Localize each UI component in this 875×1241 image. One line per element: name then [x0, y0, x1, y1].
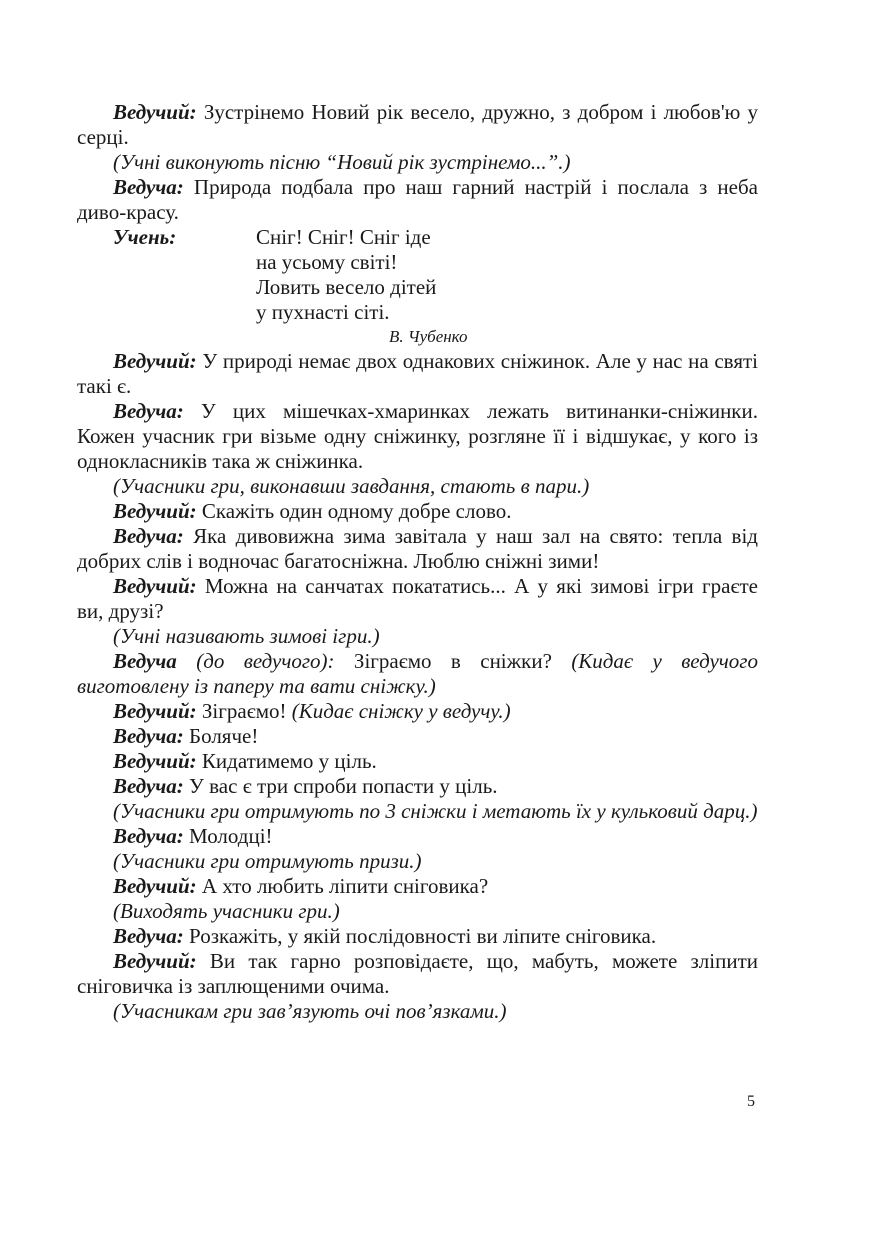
- speaker-label: Ведуча:: [113, 824, 184, 848]
- speaker-label: Ведучий:: [113, 699, 197, 723]
- dialogue-line: [77, 774, 758, 799]
- dialogue-line: [77, 349, 758, 399]
- speaker-label: Ведучий:: [113, 749, 197, 773]
- poem-author: В. Чубенко: [389, 327, 468, 346]
- dialogue-text: Зіграємо!: [196, 699, 292, 723]
- dialogue-text: Зіграємо в сніжки?: [334, 649, 572, 673]
- dialogue-line: [77, 874, 758, 899]
- dialogue-line: [77, 924, 758, 949]
- speaker-label: Ведучий:: [113, 100, 197, 124]
- dialogue-text: У вас є три спроби попасти у ціль.: [183, 774, 498, 798]
- stage-direction: (Учасникам гри зав’язують очі пов’язками.): [113, 999, 507, 1023]
- dialogue-text: Ви так гарно розповідаєте, що, мабуть, можете зліпити сніговичка із заплющеними очима.: [77, 949, 758, 998]
- inline-direction: (Кидає у ведучого виготовлену із паперу та вати сніжку.): [77, 649, 758, 698]
- dialogue-line: [77, 524, 758, 574]
- dialogue-line: [77, 724, 758, 749]
- stage-direction: (Учні називають зимові ігри.): [113, 624, 380, 648]
- dialogue-text: Природа подбала про наш гарний настрій і послала з неба диво-красу.: [77, 175, 758, 224]
- speaker-label: Ведучий:: [113, 499, 197, 523]
- poem-line: на усьому світі!: [256, 250, 398, 274]
- speaker-label: Ведуча:: [113, 924, 184, 948]
- speaker-label: Учень:: [113, 225, 177, 249]
- poem-lines: [256, 225, 436, 325]
- speaker-label: Ведуча:: [113, 774, 184, 798]
- speaker-label: Ведучий:: [113, 574, 197, 598]
- stage-direction: (Учасники гри, виконавши завдання, стають в пари.): [113, 474, 590, 498]
- dialogue-line: [77, 399, 758, 474]
- speaker-label: Ведуча:: [113, 724, 184, 748]
- dialogue-text: Можна на санчатах покататись... А у які зимові ігри граєте ви, друзі?: [77, 574, 758, 623]
- speaker-label: Ведуча:: [113, 175, 184, 199]
- speaker-label: Ведучий:: [113, 874, 197, 898]
- poem-line: Сніг! Сніг! Сніг іде: [256, 225, 431, 249]
- inline-direction: (Кидає сніжку у ведучу.): [291, 699, 511, 723]
- dialogue-text: Скажіть один одному добре слово.: [196, 499, 512, 523]
- dialogue-line: [77, 175, 758, 225]
- dialogue-text: Зустрінемо Новий рік весело, дружно, з добром і любов'ю у серці.: [77, 100, 758, 149]
- dialogue-line: [77, 824, 758, 849]
- stage-direction: (Учні виконують пісню “Новий рік зустрінемо...”.): [113, 150, 571, 174]
- dialogue-text: У цих мішечках-хмаринках лежать витинанки-сніжинки. Кожен учасник гри візьме одну сніжинку, розгляне її і відшукає, у кого із однокласників така ж сніжинка.: [77, 399, 758, 473]
- page-number: 5: [747, 1093, 755, 1110]
- dialogue-line: [77, 749, 758, 774]
- poem: [77, 225, 758, 325]
- dialogue-line: [77, 949, 758, 999]
- dialogue-line: [77, 574, 758, 624]
- dialogue-line: [77, 499, 758, 524]
- speaker-note: (до ведучого):: [176, 649, 335, 673]
- speaker-label: Ведуча:: [113, 399, 184, 423]
- stage-direction: (Виходять учасники гри.): [113, 899, 340, 923]
- dialogue-text: Молодці!: [183, 824, 273, 848]
- dialogue-line: [77, 649, 758, 699]
- dialogue-text: Яка дивовижна зима завітала у наш зал на свято: тепла від добрих слів і водночас багатосніжна. Люблю сніжні зими!: [77, 524, 758, 573]
- dialogue-text: А хто любить ліпити сніговика?: [196, 874, 489, 898]
- dialogue-line: [77, 699, 758, 724]
- poem-line: у пухнасті сіті.: [256, 300, 390, 324]
- speaker-label: Ведучий:: [113, 349, 197, 373]
- dialogue-text: Боляче!: [183, 724, 259, 748]
- stage-direction: (Учасники гри отримують призи.): [113, 849, 422, 873]
- speaker-label: Ведучий:: [113, 949, 197, 973]
- speaker-label: Ведуча: [113, 649, 177, 673]
- dialogue-text: У природі немає двох однакових сніжинок. Але у нас на святі такі є.: [77, 349, 758, 398]
- stage-direction: (Учасники гри отримують по 3 сніжки і метають їх у кульковий дарц.): [113, 799, 758, 823]
- dialogue-text: Кидатимемо у ціль.: [196, 749, 377, 773]
- poem-line: Ловить весело дітей: [256, 275, 437, 299]
- dialogue-line: [77, 100, 758, 150]
- page-body: [77, 100, 758, 1024]
- dialogue-text: Розкажіть, у якій послідовності ви ліпите сніговика.: [183, 924, 657, 948]
- speaker-label: Ведуча:: [113, 524, 184, 548]
